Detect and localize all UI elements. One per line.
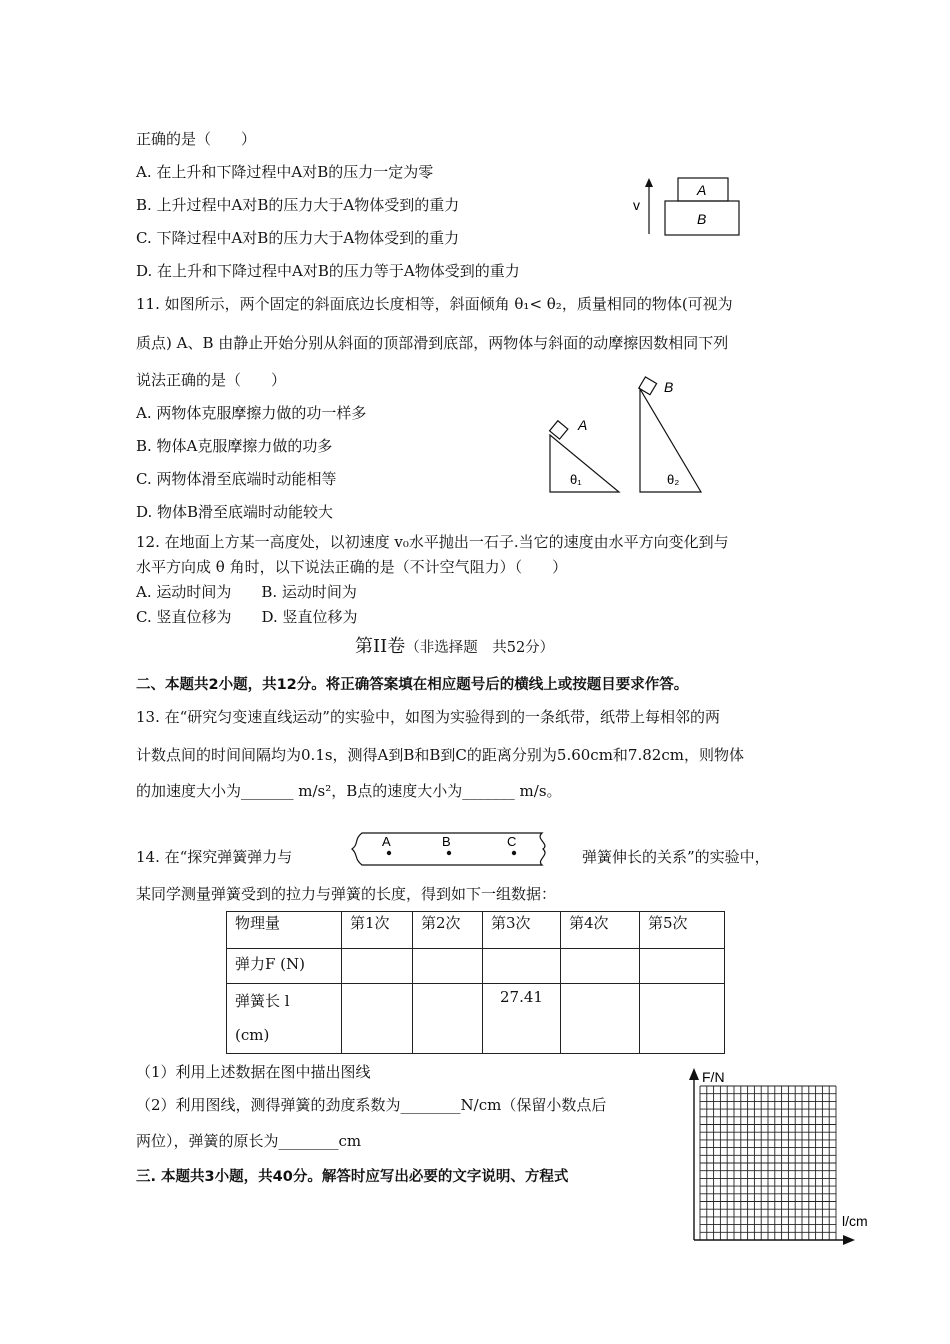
table-row-length — [227, 984, 725, 1054]
q11-incline-1 — [550, 435, 619, 492]
q14-graph-x-arrow — [843, 1235, 855, 1245]
q10-option-c: C. 下降过程中A对B的压力大于A物体受到的重力 — [136, 229, 460, 247]
table-header-cell: 第3次 — [483, 912, 561, 949]
table-header-cell: 第4次 — [561, 912, 640, 949]
q14-tape-point-c — [512, 851, 516, 855]
q14-sub2-line1: （2）利用图线，测得弹簧的劲度系数为________N/cm（保留小数点后 — [136, 1096, 607, 1114]
q14-tape-point-c-label: C — [507, 834, 517, 849]
part2-title — [355, 632, 554, 658]
table-cell — [227, 984, 342, 1054]
table-cell — [483, 949, 561, 984]
table-cell-line: 弹簧长 l — [235, 992, 290, 1010]
table-cell — [342, 984, 413, 1054]
part2-instruction: 二、本题共2小题，共12分。将正确答案填在相应题号后的横线上或按题目要求作答。 — [136, 677, 689, 693]
q12-line2: 水平方向成 θ 角时，以下说法正确的是（不计空气阻力）（ ） — [136, 558, 568, 576]
q14-sub2-line2: 两位），弹簧的原长为________cm — [136, 1132, 362, 1150]
table-header-cell: 第5次 — [640, 912, 725, 949]
q14-data-table — [226, 911, 725, 1054]
part2-subtitle: （非选择题 共52分） — [405, 640, 555, 656]
q11-line1: 11. 如图所示，两个固定的斜面底边长度相等，斜面倾角 θ₁< θ₂，质量相同的物体(可视为 — [136, 295, 733, 313]
table-header-cell: 第1次 — [342, 912, 413, 949]
q11-option-a: A. 两物体克服摩擦力做的功一样多 — [136, 404, 367, 422]
table-header-cell: 第2次 — [413, 912, 483, 949]
q14-tape-point-b-label: B — [442, 834, 451, 849]
table-cell — [413, 949, 483, 984]
q10-option-b: B. 上升过程中A对B的压力大于A物体受到的重力 — [136, 196, 460, 214]
q13-line1: 13. 在“研究匀变速直线运动”的实验中，如图为实验得到的一条纸带，纸带上每相邻的两 — [136, 708, 720, 726]
q10-block-a-label: A — [697, 182, 707, 198]
q10-figure — [620, 172, 750, 242]
table-header-row — [227, 912, 725, 949]
q10-option-d: D. 在上升和下降过程中A对B的压力等于A物体受到的重力 — [136, 262, 520, 280]
table-cell — [342, 949, 413, 984]
q11-option-d: D. 物体B滑至底端时动能较大 — [136, 503, 334, 521]
table-cell: 弹力F (N) — [227, 949, 342, 984]
table-header-cell: 物理量 — [227, 912, 342, 949]
part3-instruction: 三. 本题共3小题，共40分。解答时应写出必要的文字说明、方程式 — [136, 1169, 569, 1185]
q11-line2: 质点) A、B 由静止开始分别从斜面的顶部滑到底部，两物体与斜面的动摩擦因数相同下列 — [136, 334, 729, 352]
table-cell — [413, 984, 483, 1054]
q11-option-b: B. 物体A克服摩擦力做的功多 — [136, 437, 333, 455]
q14-sub1: （1）利用上述数据在图中描出图线 — [136, 1063, 371, 1081]
q14-line1-right: 弹簧伸长的关系”的实验中， — [582, 848, 770, 866]
q13-line3: 的加速度大小为_______ m/s²，B点的速度大小为_______ m/s。 — [136, 782, 562, 800]
table-cell — [561, 949, 640, 984]
q14-line2: 某同学测量弹簧受到的拉力与弹簧的长度，得到如下一组数据： — [136, 885, 557, 903]
table-cell — [640, 949, 725, 984]
table-cell — [561, 984, 640, 1054]
q14-graph-y-label: F/N — [702, 1069, 725, 1085]
q12-line1: 12. 在地面上方某一高度处，以初速度 v₀水平抛出一石子.当它的速度由水平方向变化到与 — [136, 533, 729, 551]
q12-options-ab: A. 运动时间为 B. 运动时间为 — [136, 583, 357, 601]
q10-option-a: A. 在上升和下降过程中A对B的压力一定为零 — [136, 163, 434, 181]
q11-block-a-label: A — [578, 417, 588, 433]
q14-paper-tape — [350, 828, 555, 870]
q14-tape-point-b — [447, 851, 451, 855]
q10-stem-end: 正确的是（ ） — [136, 130, 257, 148]
q14-graph — [680, 1064, 880, 1254]
part2-title-text: 第II卷 — [355, 636, 406, 657]
q14-graph-x-label: l/cm — [842, 1213, 868, 1229]
q14-line1-left: 14. 在“探究弹簧弹力与 — [136, 848, 293, 866]
table-row-force — [227, 949, 725, 984]
table-cell — [640, 984, 725, 1054]
q11-block-b-label: B — [664, 379, 674, 395]
q11-angle-1-label: θ₁ — [570, 472, 582, 487]
q14-tape-point-a-label: A — [382, 834, 391, 849]
q11-option-c: C. 两物体滑至底端时动能相等 — [136, 470, 337, 488]
q11-figure — [540, 375, 720, 500]
q12-options-cd: C. 竖直位移为 D. 竖直位移为 — [136, 608, 358, 626]
q11-line3: 说法正确的是（ ） — [136, 371, 287, 389]
q13-line2: 计数点间的时间间隔均为0.1s，测得A到B和B到C的距离分别为5.60cm和7.82cm，则物体 — [136, 746, 744, 764]
table-cell-line: (cm) — [235, 1026, 270, 1044]
table-cell: 27.41 — [483, 984, 561, 1054]
q14-tape-point-a — [387, 851, 391, 855]
q10-block-b-label: B — [697, 211, 707, 227]
q14-graph-grid — [700, 1086, 836, 1240]
q14-graph-y-arrow — [689, 1068, 699, 1080]
q11-angle-2-label: θ₂ — [667, 472, 680, 487]
q10-velocity-label: v — [633, 197, 640, 213]
